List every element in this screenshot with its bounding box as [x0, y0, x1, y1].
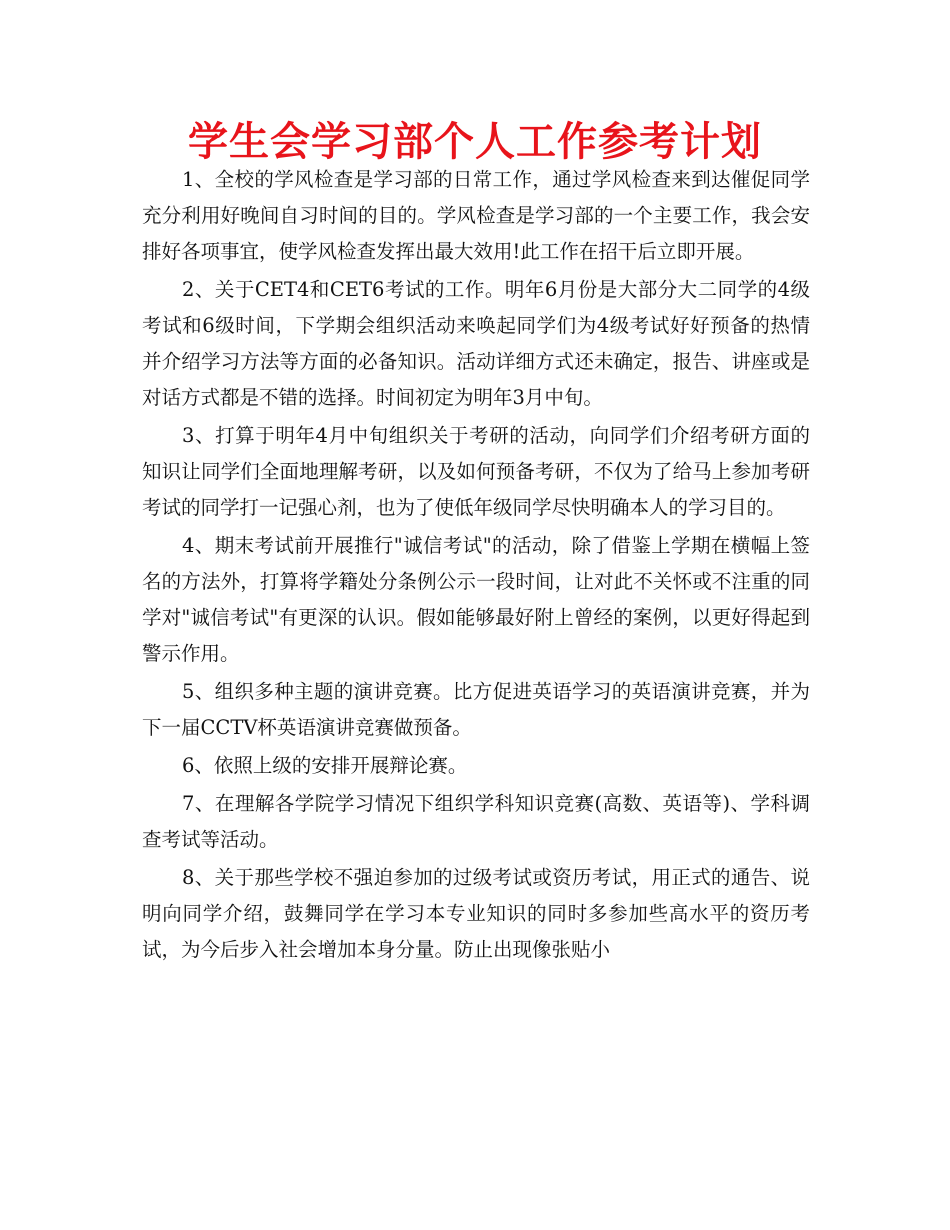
- paragraph-8: 8、关于那些学校不强迫参加的过级考试或资历考试，用正式的通告、说明向同学介绍，鼓舞同学在学习本专业知识的同时多参加些高水平的资历考试，为今后步入社会增加本身分量。防止出现像张贴小: [142, 866, 810, 961]
- paragraph-4: 4、期末考试前开展推行"诚信考试"的活动，除了借鉴上学期在横幅上签名的方法外，打算将学籍处分条例公示一段时间，让对此不关怀或不注重的同学对"诚信考试"有更深的认识。假如能够最好附上曾经的案例，以更好得起到警示作用。: [142, 534, 810, 665]
- paragraph-5: 5、组织多种主题的演讲竞赛。比方促进英语学习的英语演讲竞赛，并为下一届CCTV杯英语演讲竞赛做预备。: [142, 680, 810, 739]
- paragraph-6: 6、依照上级的安排开展辩论赛。: [182, 754, 468, 777]
- paragraph-7: 7、在理解各学院学习情况下组织学科知识竞赛(高数、英语等)、学科调查考试等活动。: [142, 792, 810, 851]
- paragraph-1: 1、全校的学风检查是学习部的日常工作，通过学风检查来到达催促同学充分利用好晚间自习时间的目的。学风检查是学习部的一个主要工作，我会安排好各项事宜，使学风检查发挥出最大效用!此工作在招干后立即开展。: [142, 168, 810, 263]
- paragraph-3: 3、打算于明年4月中旬组织关于考研的活动，向同学们介绍考研方面的知识让同学们全面地理解考研，以及如何预备考研，不仅为了给马上参加考研考试的同学打一记强心剂，也为了使低年级同学尽快明确本人的学习目的。: [142, 424, 810, 519]
- paragraph-2: 2、关于CET4和CET6考试的工作。明年6月份是大部分大二同学的4级考试和6级时间，下学期会组织活动来唤起同学们为4级考试好好预备的热情并介绍学习方法等方面的必备知识。活动详细方式还未确定，报告、讲座或是对话方式都是不错的选择。时间初定为明年3月中旬。: [142, 278, 810, 409]
- document-body: [142, 162, 810, 970]
- document-title: 学生会学习部个人工作参考计划: [188, 119, 762, 165]
